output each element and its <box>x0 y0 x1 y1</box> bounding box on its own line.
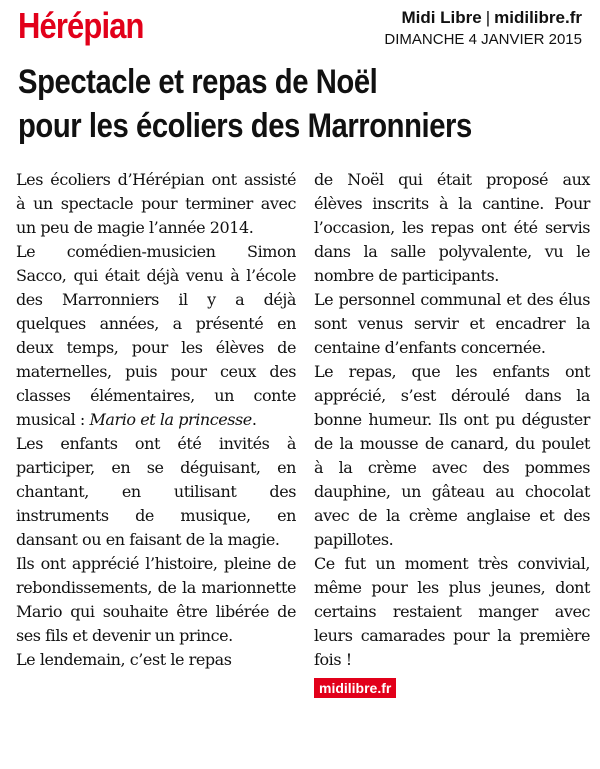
paragraph <box>16 240 296 432</box>
paragraph: Ce fut un moment très convivial, même pour les plus jeunes, dont certains restaient manger avec leurs camarades pour la première fois ! <box>314 554 590 669</box>
paragraph: Ils ont apprécié l’histoire, pleine de rebondissements, de la marionnette Mario qui souhaite être libérée de ses fils et devenir un prince. <box>16 554 296 645</box>
column-right <box>314 168 590 700</box>
paragraph: Les enfants ont été invités à participer, en se déguisant, en chantant, en utilisant des instruments de musique, en dansant ou en faisant de la magie. <box>16 434 296 549</box>
brand-separator: | <box>485 8 491 27</box>
brand-line <box>384 8 582 28</box>
paragraph: de Noël qui était proposé aux élèves inscrits à la cantine. Pour l’occasion, les repas ont été servis dans la salle polyvalente, vu le nombre de participants. <box>314 170 590 285</box>
column-left <box>16 168 296 672</box>
paragraph: Le repas, que les enfants ont apprécié, s’est déroulé dans la bonne humeur. Ils ont pu déguster de la mousse de canard, du poulet à la crème avec des pommes dauphine, un gâteau au chocolat avec de la crème anglaise et des papillotes. <box>314 362 590 549</box>
midilibre-logo: midilibre.fr <box>314 678 396 698</box>
masthead <box>384 8 582 50</box>
paragraph: Le personnel communal et des élus sont venus servir et encadrer la centaine d’enfants concernée. <box>314 290 590 357</box>
tale-period: . <box>251 410 257 429</box>
headline-line-1: Spectacle et repas de Noël <box>18 63 378 101</box>
brand-site: midilibre.fr <box>494 8 582 27</box>
headline-line-2: pour les écoliers des Marronniers <box>18 107 472 145</box>
paragraph-text: Le comédien-musicien Simon Sacco, qui était déjà venu à l’école des Marronniers il y a déjà quelques années, a présenté en deux temps, pour les élèves de maternelles, puis pour ceux des classes élémentaires, un conte musical : <box>16 242 296 429</box>
issue-date: DIMANCHE 4 JANVIER 2015 <box>384 31 582 48</box>
paragraph: Le lendemain, c’est le repas <box>16 650 232 669</box>
paragraph: Les écoliers d’Hérépian ont assisté à un spectacle pour terminer avec un peu de magie l’année 2014. <box>16 170 296 237</box>
headline <box>18 60 586 148</box>
article-body <box>16 168 590 758</box>
tale-title: Mario et la princesse <box>89 410 252 429</box>
brand-name: Midi Libre <box>401 8 482 27</box>
location-title: Hérépian <box>18 5 144 46</box>
